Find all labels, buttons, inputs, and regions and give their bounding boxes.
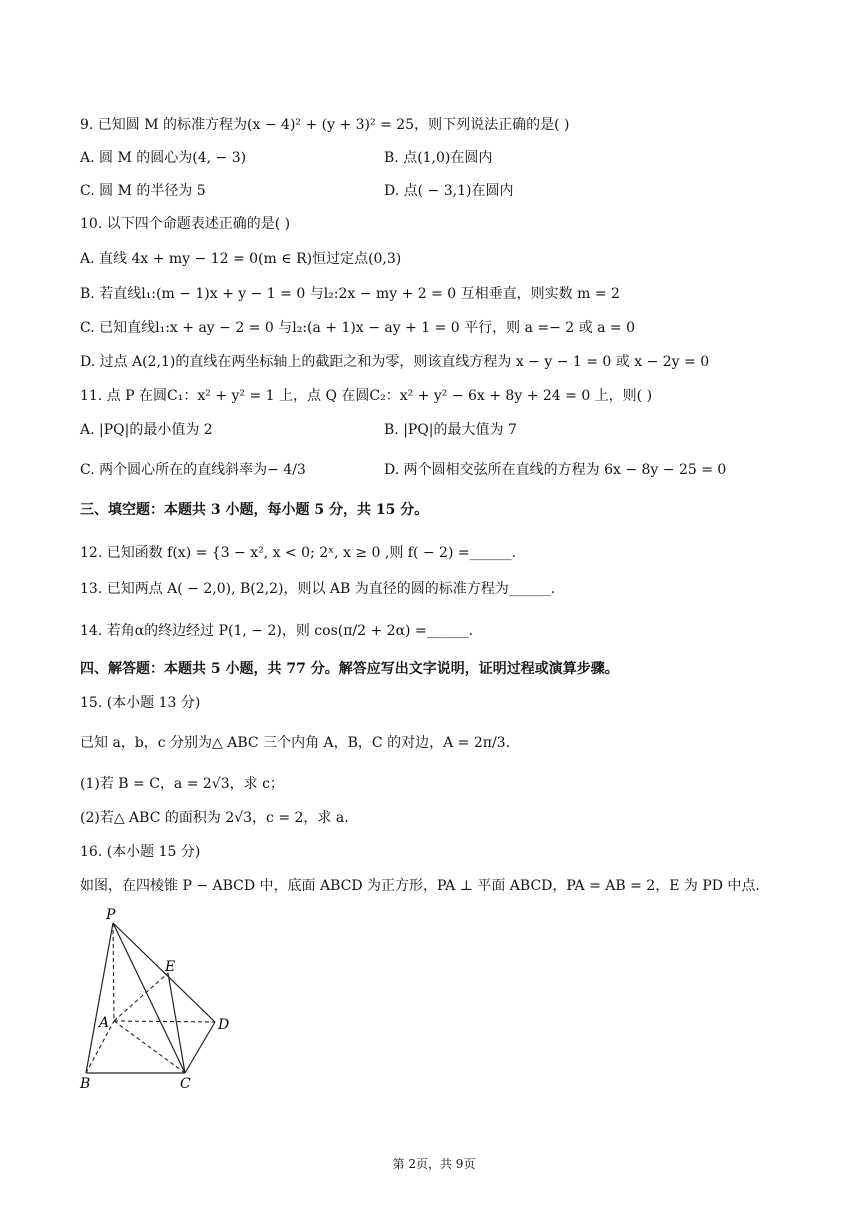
q12: 12. 已知函数 f(x) = {3 − x², x < 0; 2ˣ, x ≥ 0 ,则 f( − 2) =______. — [80, 545, 517, 561]
label-p: P — [106, 907, 116, 923]
q9-option-c: C. 圆 M 的半径为 5 — [80, 183, 206, 199]
q10-stem: 10. 以下四个命题表述正确的是( ) — [80, 216, 291, 232]
q15-heading: 15. (本小题 13 分) — [80, 695, 201, 711]
page-footer: 第 2页，共 9页 — [392, 1157, 476, 1171]
q11-stem: 11. 点 P 在圆C₁：x² + y² = 1 上，点 Q 在圆C₂：x² + y² − 6x + 8y + 24 = 0 上，则( ) — [80, 388, 653, 404]
q9-stem: 9. 已知圆 M 的标准方程为(x − 4)² + (y + 3)² = 25，则下列说法正确的是( ) — [80, 117, 570, 133]
q10-option-b: B. 若直线l₁:(m − 1)x + y − 1 = 0 与l₂:2x − my + 2 = 0 互相垂直，则实数 m = 2 — [80, 286, 620, 302]
label-a: A — [99, 1015, 110, 1031]
section-4-heading: 四、解答题：本题共 5 小题，共 77 分。解答应写出文字说明，证明过程或演算步骤。 — [80, 661, 619, 677]
q13: 13. 已知两点 A( − 2,0), B(2,2)，则以 AB 为直径的圆的标准方程为______. — [80, 581, 556, 597]
label-b: B — [80, 1076, 91, 1092]
q14: 14. 若角α的终边经过 P(1, − 2)，则 cos(π/2 + 2α) =______. — [80, 623, 474, 639]
q10-option-a: A. 直线 4x + my − 12 = 0(m ∈ R)恒过定点(0,3) — [80, 251, 402, 267]
label-d: D — [218, 1017, 230, 1033]
section-3-heading: 三、填空题：本题共 3 小题，每小题 5 分，共 15 分。 — [80, 502, 429, 518]
q9-option-d: D. 点( − 3,1)在圆内 — [384, 183, 514, 199]
q11-option-a: A. |PQ|的最小值为 2 — [80, 422, 213, 438]
q15-part-1: (1)若 B = C，a = 2√3，求 c； — [80, 776, 284, 792]
pyramid-figure — [70, 905, 250, 1095]
q15-stem: 已知 a，b，c 分别为△ ABC 三个内角 A，B，C 的对边，A = 2π/3. — [80, 735, 511, 751]
q11-option-c: C. 两个圆心所在的直线斜率为− 4/3 — [80, 462, 306, 478]
q10-option-c: C. 已知直线l₁:x + ay − 2 = 0 与l₂:(a + 1)x − ay + 1 = 0 平行，则 a =− 2 或 a = 0 — [80, 320, 636, 336]
q9-option-a: A. 圆 M 的圆心为(4, − 3) — [80, 150, 247, 166]
q16-heading: 16. (本小题 15 分) — [80, 844, 201, 860]
q10-option-d: D. 过点 A(2,1)的直线在两坐标轴上的截距之和为零，则该直线方程为 x − y − 1 = 0 或 x − 2y = 0 — [80, 354, 710, 370]
q11-option-b: B. |PQ|的最大值为 7 — [384, 422, 517, 438]
q9-option-b: B. 点(1,0)在圆内 — [384, 150, 493, 166]
q16-stem: 如图，在四棱锥 P − ABCD 中，底面 ABCD 为正方形，PA ⊥ 平面 ABCD，PA = AB = 2，E 为 PD 中点. — [80, 878, 760, 894]
q11-option-d: D. 两个圆相交弦所在直线的方程为 6x − 8y − 25 = 0 — [384, 462, 727, 478]
label-c: C — [180, 1076, 191, 1092]
q15-part-2: (2)若△ ABC 的面积为 2√3，c = 2，求 a. — [80, 810, 349, 826]
label-e: E — [165, 959, 176, 975]
